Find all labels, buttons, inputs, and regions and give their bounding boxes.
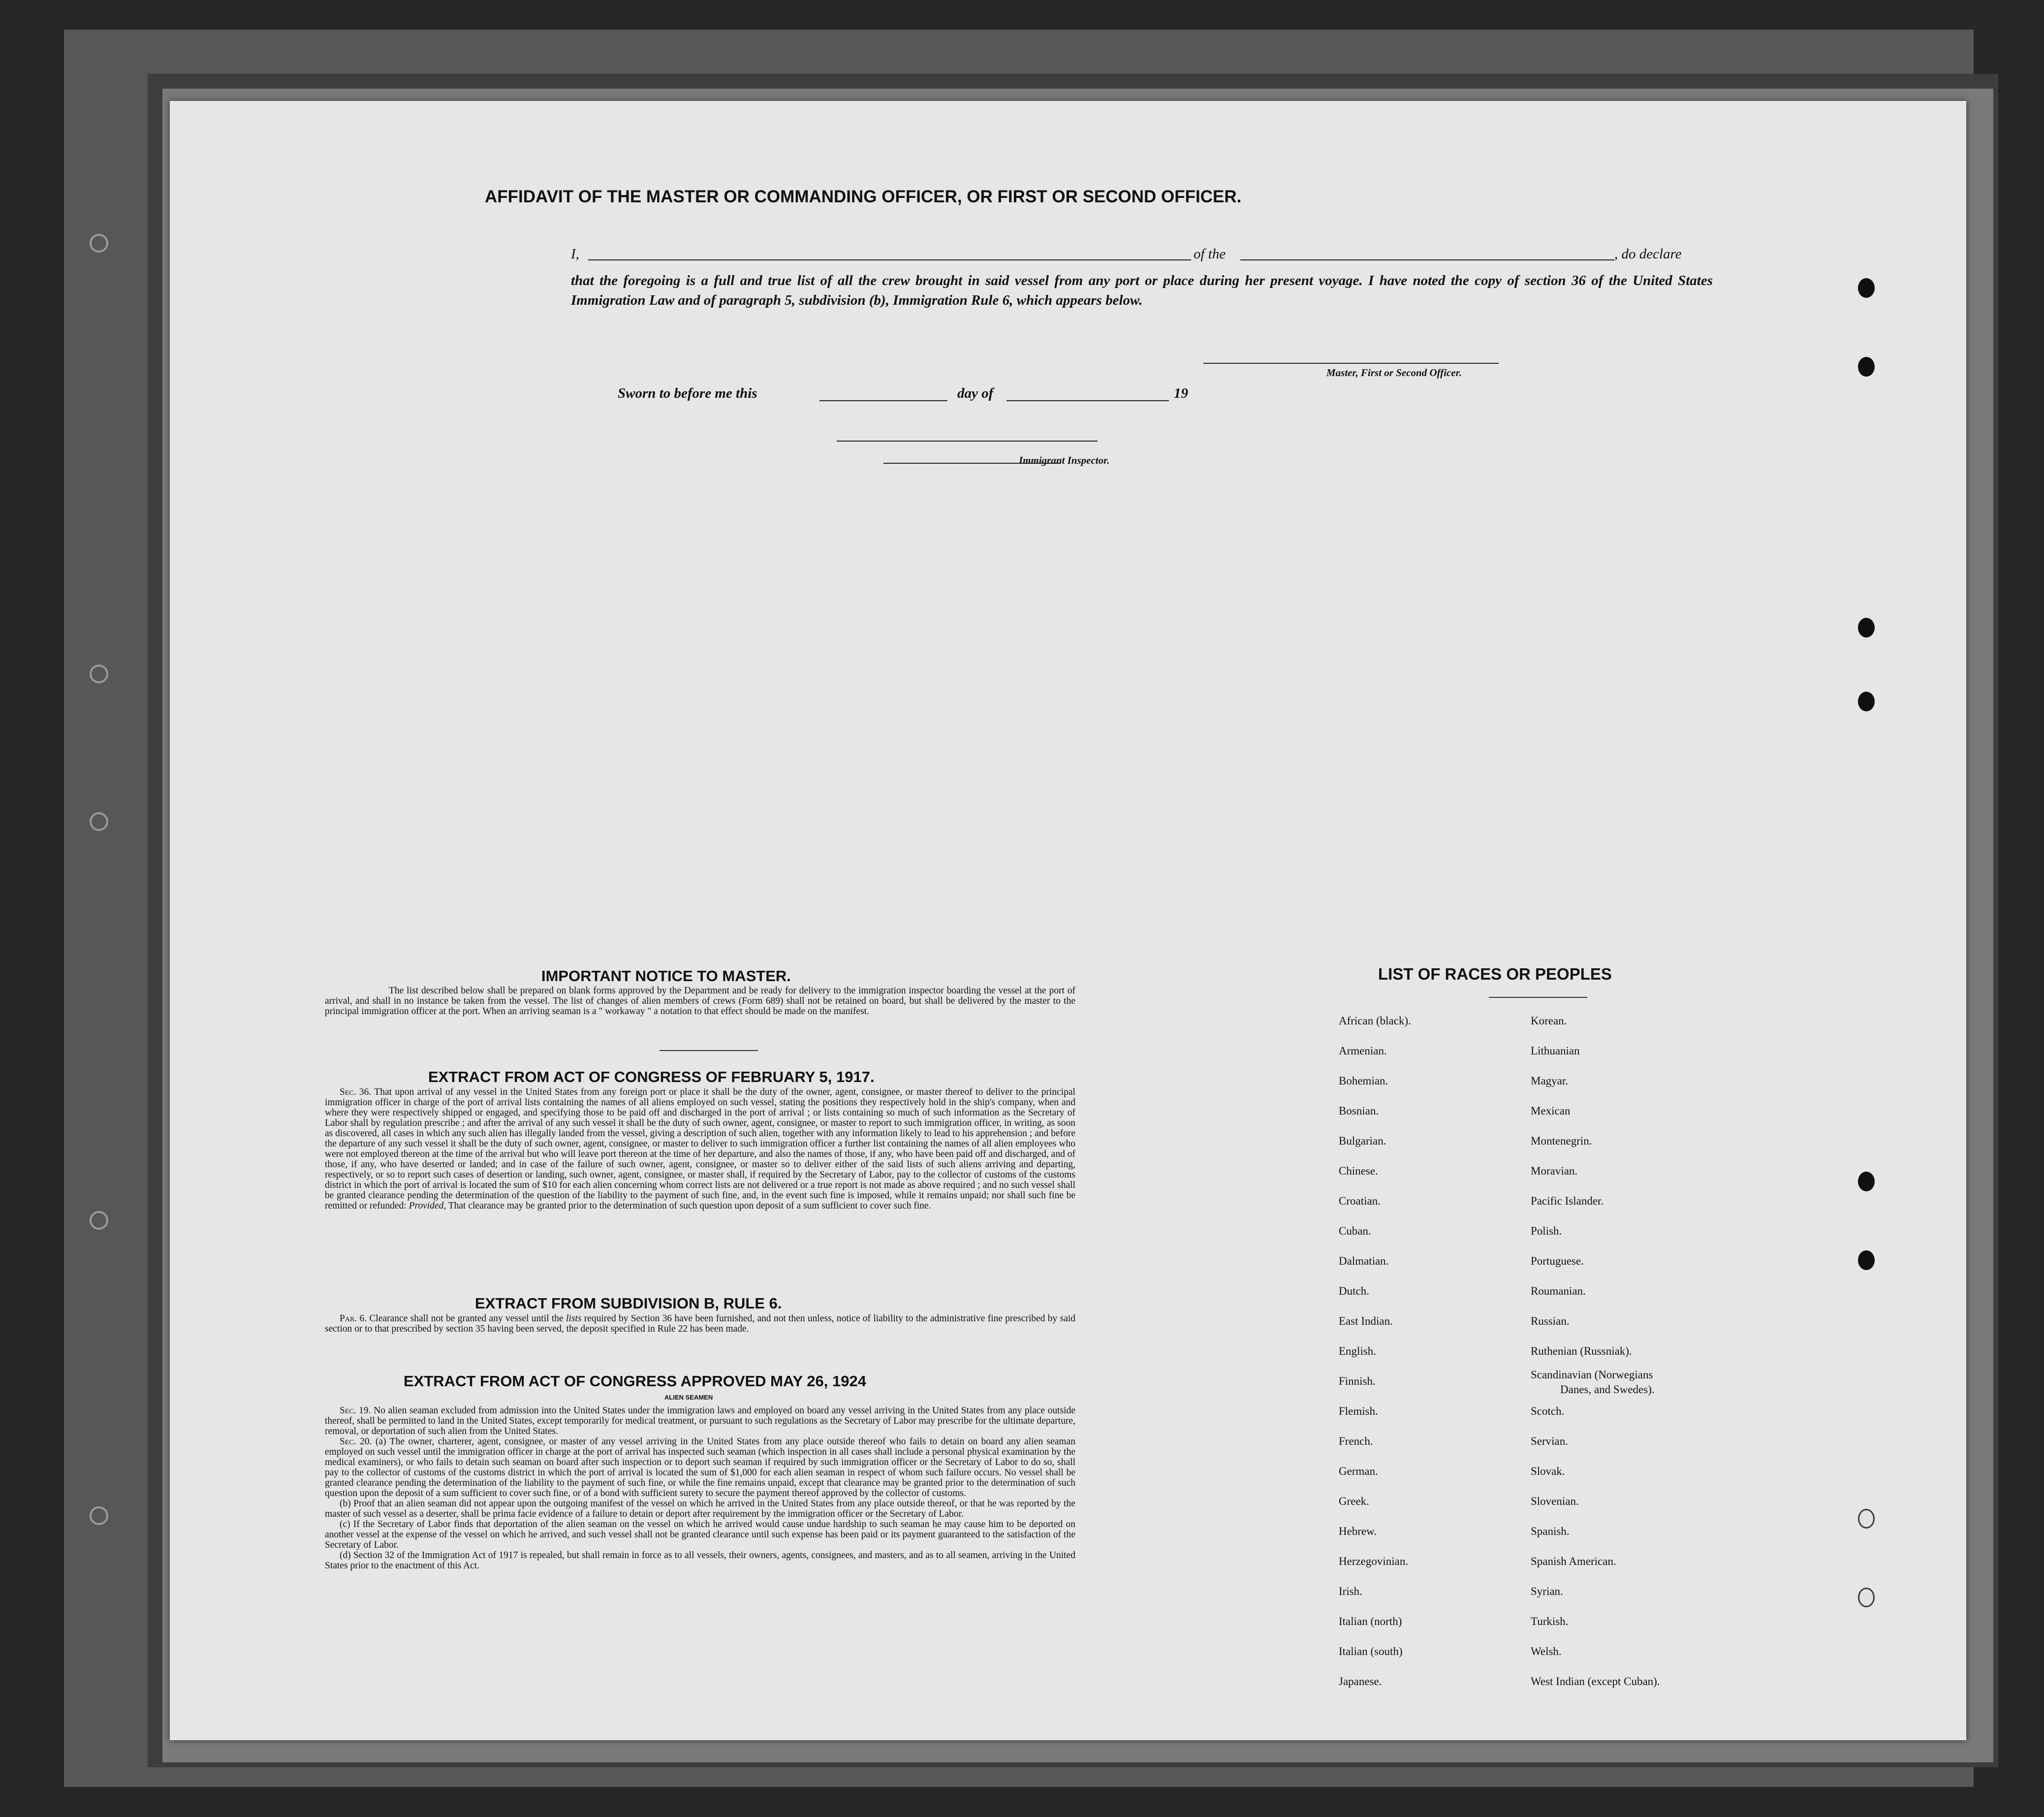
binder-ring — [90, 1211, 108, 1230]
race-item: Bulgarian. — [1339, 1135, 1386, 1147]
affidavit-heading: AFFIDAVIT OF THE MASTER OR COMMANDING OFFICER, OR FIRST OR SECOND OFFICER. — [485, 187, 1242, 206]
master-signature-label: Master, First or Second Officer. — [1326, 367, 1462, 379]
binder-ring — [90, 1506, 108, 1525]
separator — [1489, 997, 1587, 998]
extract-1924-heading: EXTRACT FROM ACT OF CONGRESS APPROVED MAY 26, 1924 — [404, 1372, 866, 1390]
race-item: Dalmatian. — [1339, 1255, 1389, 1267]
section-20d-text: (d) Section 32 of the Immigration Act of 1917 is repealed, but shall remain in force as to all vessels, their owners, agents, consignees, and masters, and as to all seamen, arriving in the United States prior to the enactment of this Act. — [325, 1550, 1075, 1571]
sworn-label: Sworn to before me this — [618, 385, 757, 401]
punch-hole — [1858, 1509, 1875, 1529]
notice-text-content: The list described below shall be prepared on blank forms approved by the Department and be ready for delivery to the immigration inspector boarding the vessel at the port of arrival, and shall in no instance be taken from the vessel. The list of changes of alien members of crews (Form 689) shall not be retained on board, but shall be delivered by the master to the principal immigration officer at the port. When an arriving seaman is a " workaway " a notation to that effect should be made on the manifest. — [325, 986, 1075, 1017]
inspector-label: Immigrant Inspector. — [1019, 454, 1110, 466]
races-heading: LIST OF RACES OR PEOPLES — [1378, 965, 1612, 983]
race-item: Herzegovinian. — [1339, 1555, 1409, 1567]
extract-rule6-body-b: required by Section 36 have been furnished, and not then unless, notice of liability to the administrative fine prescribed by said section or to that prescribed by section 35 having been served, the deposit specified in Rule 22 has been made. — [325, 1313, 1076, 1334]
affidavit-of-the-label: of the — [1194, 246, 1226, 262]
section-19-label: Sec. 19. — [340, 1405, 371, 1416]
notice-text — [325, 986, 1075, 1017]
race-item: Bosnian. — [1339, 1105, 1379, 1117]
race-item: Syrian. — [1531, 1585, 1563, 1597]
race-item: Japanese. — [1339, 1675, 1382, 1688]
year-prefix: 19 — [1174, 385, 1188, 401]
race-item: Welsh. — [1531, 1645, 1562, 1658]
race-item: Spanish American. — [1531, 1555, 1616, 1567]
section-20a-text: (a) The owner, charterer, agent, consignee, or master of any vessel arriving in the United States from any place outside thereof who fails to detain on board any alien seaman employed on such vessel until the immigration officer in charge at the port of arrival has inspected such seaman (which inspection in all cases shall include a personal physical examination by the medical examiners), or who fails to detain such seaman on board after such inspection or to deport such seaman if required by such immigration officer or the Secretary of Labor to do so, shall pay to the collector of customs of the customs district in which the port of arrival is located the sum of $1,000 for each alien seaman in respect of whom such failure occurs. No vessel shall be granted clearance pending the determination of the liability to the payment of such fine, or while the fine remains unpaid, except that clearance may be granted prior to the determination of such question upon the deposit of a sum sufficient to cover such fine, or of a bond with sufficient surety to secure the payment thereof approved by the collector of customs. — [325, 1436, 1075, 1498]
race-item: Mexican — [1531, 1105, 1571, 1117]
race-item: Greek. — [1339, 1495, 1369, 1507]
extract-1917-heading: EXTRACT FROM ACT OF CONGRESS OF FEBRUARY 5, 1917. — [428, 1068, 875, 1085]
separator — [660, 1050, 758, 1051]
punch-hole — [1858, 692, 1875, 711]
punch-hole — [1858, 1588, 1875, 1607]
section-label: Sec. 36. — [340, 1087, 372, 1097]
race-item: Roumanian. — [1531, 1285, 1586, 1297]
race-item: English. — [1339, 1345, 1377, 1357]
extract-rule6-text — [325, 1313, 1075, 1334]
race-item: Flemish. — [1339, 1405, 1378, 1417]
proviso-text: That clearance may be granted prior to the determination of such question upon deposit of a sum sufficient to cover such fine. — [448, 1201, 931, 1211]
affidavit-paragraph: that the foregoing is a full and true list of all the crew brought in said vessel from any port or place during her present voyage. I have noted the copy of section 36 of the United States Immigration Law and of paragraph 5, subdivision (b), Immigration Rule 6, which appears below. — [571, 273, 1713, 308]
races-left-column — [1339, 1006, 1411, 1696]
races-right-column — [1531, 1006, 1660, 1696]
race-item: Ruthenian (Russniak). — [1531, 1345, 1632, 1357]
race-item: Lithuanian — [1531, 1045, 1580, 1057]
race-item: Moravian. — [1531, 1165, 1578, 1177]
race-item: Magyar. — [1531, 1075, 1569, 1087]
proviso-label: Provided, — [409, 1201, 446, 1211]
race-item: Montenegrin. — [1531, 1135, 1592, 1147]
binder-ring — [90, 234, 108, 253]
race-item: Slovak. — [1531, 1465, 1565, 1477]
binder-ring — [90, 665, 108, 683]
race-item: Italian (north) — [1339, 1615, 1402, 1627]
punch-hole — [1858, 618, 1875, 638]
extract-1917-body: That upon arrival of any vessel in the United States from any foreign port or place it shall be the duty of the owner, agent, consignee, or master thereof to deliver to the principal immigration officer in charge of the port of arrival lists containing the names of all aliens employed on such vessel, stating the positions they respectively hold in the ship's company, when and where they were respectively shipped or engaged, and specifying those to be paid off and discharged in the port of arrival ; or lists containing so much of such information as the Secretary of Labor shall by regulation prescribe ; and after the arrival of any such vessel it shall be the duty of such owner, agent, consignee, or master to report to such immigration officer, in writing, as soon as discovered, all cases in which any such alien has illegally landed from the vessel, giving a description of such alien, together with any information likely to lead to his apprehension ; and before the departure of any such vessel it shall be the duty of such owner, agent, consignee, or master to deliver to such immigration officer a further list containing the names of all alien employees who were not employed thereon at the time of the arrival but who will leave port thereon at the time of her departure, and also the names of those, if any, who have been paid off and discharged, and of those, if any, who have deserted or landed; and in case of the failure of such owner, agent, consignee, or master so to deliver either of the said lists of such aliens arriving and departing, respectively, or so to report such cases of desertion or landing, such owner, agent, consignee, or master shall, if required by the Secretary of Labor, pay to the collector of customs of the customs district in which the port of arrival is located the sum of $10 for each alien concerning whom correct lists are not delivered or a true report is not made as above required ; and no such vessel shall be granted clearance pending the determination of the question of the liability to the payment of such fine, and, in the event such fine is imposed, while it remains unpaid; nor shall such fine be remitted or refunded: — [325, 1087, 1075, 1211]
race-item: Italian (south) — [1339, 1645, 1403, 1658]
race-item: German. — [1339, 1465, 1378, 1477]
extract-1924-text — [325, 1405, 1075, 1571]
binder-ring — [90, 812, 108, 831]
affidavit-declare-label: , do declare — [1614, 246, 1682, 262]
section-20c-text: (c) If the Secretary of Labor finds that deportation of the alien seaman on the vessel on which he arrived would cause undue hardship to such seaman he may cause him to be deported on another vessel at the expense of the vessel on which he arrived, and such vessel shall not be granted clearance until such expense has been paid or its payment guaranteed to the satisfaction of the Secretary of Labor. — [325, 1519, 1075, 1550]
section-20-label: Sec. 20. — [340, 1436, 372, 1447]
race-item: Danes, and Swedes). — [1560, 1383, 1655, 1396]
race-item: African (black). — [1339, 1015, 1411, 1027]
race-item: Croatian. — [1339, 1195, 1381, 1207]
race-item: Finnish. — [1339, 1375, 1376, 1387]
race-item: Irish. — [1339, 1585, 1362, 1597]
sworn-day-line — [819, 400, 947, 401]
vessel-name-line — [1240, 259, 1614, 260]
race-item: Scandinavian (Norwegians — [1531, 1369, 1653, 1381]
lists-word: lists — [566, 1313, 582, 1324]
punch-hole — [1858, 1250, 1875, 1270]
form-page — [170, 101, 1966, 1740]
punch-hole — [1858, 278, 1875, 298]
race-item: Slovenian. — [1531, 1495, 1579, 1507]
paragraph-label: Par. 6. — [340, 1313, 367, 1324]
sworn-month-line — [1006, 400, 1169, 401]
race-item: Pacific Islander. — [1531, 1195, 1604, 1207]
extract-rule6-heading: EXTRACT FROM SUBDIVISION B, RULE 6. — [475, 1295, 782, 1312]
race-item: Russian. — [1531, 1315, 1570, 1327]
master-signature-line — [1203, 363, 1499, 364]
race-item: Armenian. — [1339, 1045, 1387, 1057]
section-19-text: No alien seaman excluded from admission into the United States under the immigration laws and employed on board any vessel arriving in the United States from any place outside thereof, shall be permitted to land in the United States, except temporarily for medical treatment, or pursuant to such regulations as the Secretary of Labor may prescribe for the ultimate departure, removal, or deportation of such alien from the United States. — [325, 1405, 1076, 1436]
race-item: Polish. — [1531, 1225, 1562, 1237]
race-item: French. — [1339, 1435, 1373, 1447]
race-item: Hebrew. — [1339, 1525, 1377, 1537]
race-item: Bohemian. — [1339, 1075, 1388, 1087]
race-item: Portuguese. — [1531, 1255, 1584, 1267]
race-item: Chinese. — [1339, 1165, 1378, 1177]
section-20b-text: (b) Proof that an alien seaman did not appear upon the outgoing manifest of the vessel on which he arrived in the United States from any place outside thereof, or that he was reported by the master of such vessel as a deserter, shall be prima facie evidence of a failure to detain or deport after requirement by the immigration officer or the Secretary of Labor. — [325, 1498, 1075, 1519]
race-item: Scotch. — [1531, 1405, 1565, 1417]
notice-heading: IMPORTANT NOTICE TO MASTER. — [541, 967, 791, 985]
race-item: Cuban. — [1339, 1225, 1371, 1237]
race-item: Turkish. — [1531, 1615, 1569, 1627]
extract-rule6-body-a: Clearance shall not be granted any vessel until the — [369, 1313, 564, 1324]
day-of-label: day of — [957, 385, 994, 401]
alien-seamen-subheading: ALIEN SEAMEN — [664, 1394, 713, 1401]
race-item: Spanish. — [1531, 1525, 1570, 1537]
inspector-signature-line — [837, 441, 1098, 442]
affidavit-i-label: I, — [571, 246, 579, 262]
master-name-line — [588, 259, 1191, 260]
race-item: Korean. — [1531, 1015, 1567, 1027]
punch-hole — [1858, 1172, 1875, 1191]
punch-hole — [1858, 357, 1875, 377]
race-item: Dutch. — [1339, 1285, 1369, 1297]
race-item: West Indian (except Cuban). — [1531, 1675, 1660, 1688]
race-item: Servian. — [1531, 1435, 1569, 1447]
extract-1917-text — [325, 1087, 1075, 1211]
race-item: East Indian. — [1339, 1315, 1393, 1327]
